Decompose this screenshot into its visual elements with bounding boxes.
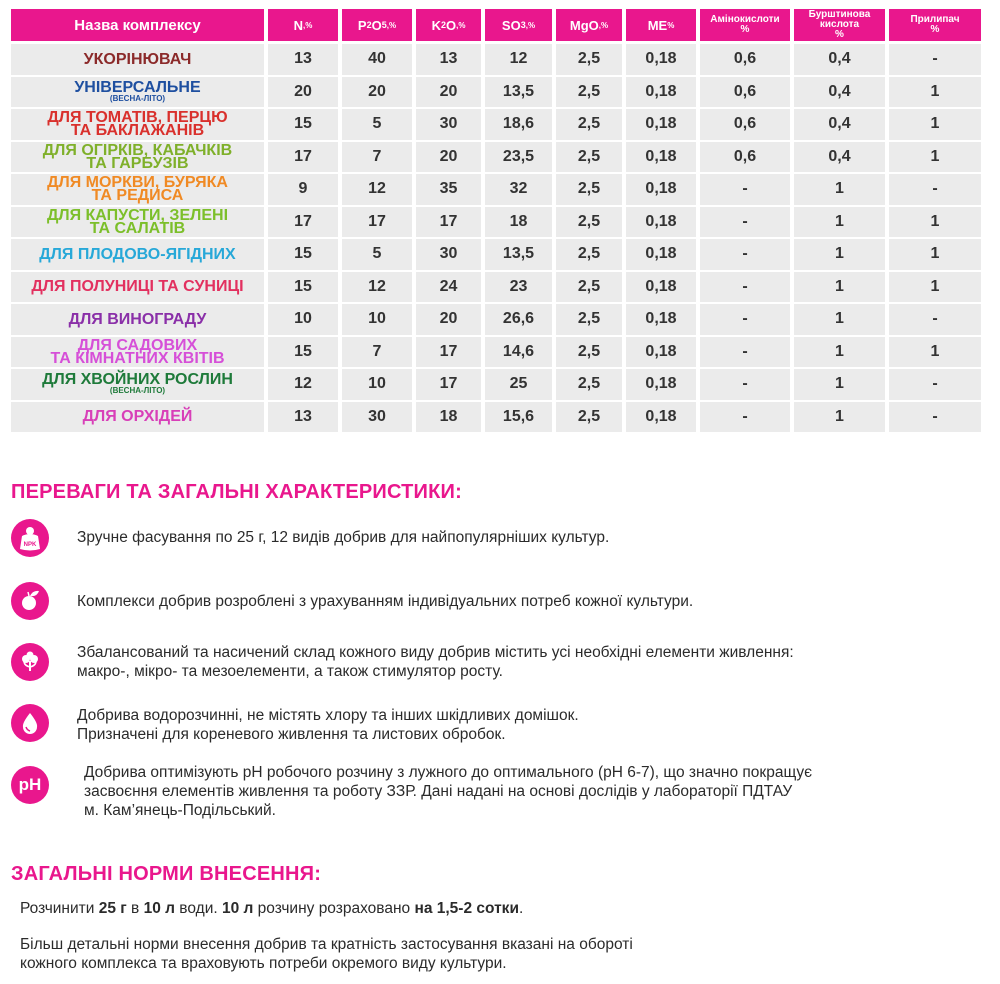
cell-n: 13 (268, 402, 338, 433)
cell-k: 17 (416, 337, 481, 368)
cell-so3: 18 (485, 207, 552, 238)
cell-p: 7 (342, 337, 412, 368)
cell-me: 0,18 (626, 337, 696, 368)
plant-icon (11, 643, 49, 681)
cell-me: 0,18 (626, 272, 696, 303)
cell-amino: - (700, 272, 790, 303)
cell-adh: 1 (889, 207, 981, 238)
cell-n: 12 (268, 369, 338, 400)
cell-amino: - (700, 337, 790, 368)
cell-me: 0,18 (626, 239, 696, 270)
cell-amino: - (700, 239, 790, 270)
complex-name: ДЛЯ МОРКВИ, БУРЯКА ТА РЕДИСА (11, 174, 264, 205)
cell-adh: 1 (889, 142, 981, 173)
table-header (11, 9, 993, 41)
norms-title: ЗАГАЛЬНІ НОРМИ ВНЕСЕННЯ: (11, 863, 322, 885)
cell-adh: - (889, 174, 981, 205)
cell-n: 20 (268, 77, 338, 108)
table-row (11, 337, 993, 368)
cell-mgo: 2,5 (556, 44, 622, 75)
cell-adh: - (889, 402, 981, 433)
cell-amber: 1 (794, 369, 885, 400)
cell-p: 30 (342, 402, 412, 433)
advantage-item (11, 519, 991, 557)
complex-name: ДЛЯ ТОМАТІВ, ПЕРЦЮ ТА БАКЛАЖАНІВ (11, 109, 264, 140)
advantage-item (11, 704, 991, 744)
table-row (11, 369, 993, 400)
cell-so3: 13,5 (485, 239, 552, 270)
header-name: Назва комплексу (11, 9, 264, 41)
complex-name: УНІВЕРСАЛЬНЕ (ВЕСНА-ЛІТО) (11, 77, 264, 108)
cell-n: 17 (268, 207, 338, 238)
cell-mgo: 2,5 (556, 304, 622, 335)
cell-mgo: 2,5 (556, 369, 622, 400)
cell-adh: - (889, 44, 981, 75)
cell-p: 10 (342, 304, 412, 335)
cell-so3: 23,5 (485, 142, 552, 173)
cell-n: 9 (268, 174, 338, 205)
fertilizer-composition-table (11, 9, 993, 434)
advantage-text: Комплекси добрив розроблені з урахуванням індивідуальних потреб кожної культури. (77, 593, 694, 610)
cell-so3: 25 (485, 369, 552, 400)
cell-amber: 0,4 (794, 44, 885, 75)
header-k2o: K 2 O ,% (416, 9, 481, 41)
table-row (11, 402, 993, 433)
complex-name: ДЛЯ ПЛОДОВО-ЯГІДНИХ (11, 239, 264, 270)
cell-mgo: 2,5 (556, 77, 622, 108)
table-row (11, 44, 993, 75)
cell-amber: 1 (794, 239, 885, 270)
cell-amber: 0,4 (794, 77, 885, 108)
cell-adh: - (889, 304, 981, 335)
cell-n: 15 (268, 239, 338, 270)
cell-k: 20 (416, 142, 481, 173)
cell-so3: 12 (485, 44, 552, 75)
cell-p: 12 (342, 272, 412, 303)
cell-amber: 1 (794, 402, 885, 433)
cell-amber: 1 (794, 304, 885, 335)
cell-so3: 14,6 (485, 337, 552, 368)
cell-amino: - (700, 402, 790, 433)
ph-icon: pH (11, 766, 49, 804)
cell-so3: 23 (485, 272, 552, 303)
cell-me: 0,18 (626, 174, 696, 205)
cell-so3: 18,6 (485, 109, 552, 140)
cell-amber: 1 (794, 174, 885, 205)
cell-k: 18 (416, 402, 481, 433)
leaf-fruit-icon (11, 582, 49, 620)
cell-k: 13 (416, 44, 481, 75)
cell-amino: 0,6 (700, 109, 790, 140)
advantage-item (11, 643, 991, 681)
table-row (11, 207, 993, 238)
water-drop-icon (11, 704, 49, 742)
norms-details: Більш детальні норми внесення добрив та кратність застосування вказані на обороті кожного комплекса та враховують потреби окремого виду культури. (20, 936, 633, 972)
cell-k: 35 (416, 174, 481, 205)
cell-mgo: 2,5 (556, 174, 622, 205)
cell-amino: 0,6 (700, 77, 790, 108)
table-row (11, 174, 993, 205)
cell-amber: 0,4 (794, 109, 885, 140)
cell-me: 0,18 (626, 109, 696, 140)
cell-mgo: 2,5 (556, 337, 622, 368)
cell-p: 17 (342, 207, 412, 238)
cell-so3: 26,6 (485, 304, 552, 335)
cell-me: 0,18 (626, 142, 696, 173)
cell-p: 5 (342, 239, 412, 270)
cell-adh: 1 (889, 109, 981, 140)
cell-amber: 1 (794, 272, 885, 303)
cell-k: 17 (416, 207, 481, 238)
header-n: N , % (268, 9, 338, 41)
cell-amino: 0,6 (700, 142, 790, 173)
header-me: МЕ % (626, 9, 696, 41)
cell-mgo: 2,5 (556, 272, 622, 303)
header-so3: SO 3 ,% (485, 9, 552, 41)
cell-mgo: 2,5 (556, 239, 622, 270)
cell-amino: - (700, 304, 790, 335)
header-mgo: MgO ,% (556, 9, 622, 41)
bag-icon (11, 519, 49, 557)
header-amino-acids: Амінокислоти % (700, 9, 790, 41)
cell-adh: 1 (889, 272, 981, 303)
cell-so3: 32 (485, 174, 552, 205)
complex-name: ДЛЯ ОРХІДЕЙ (11, 402, 264, 433)
cell-so3: 15,6 (485, 402, 552, 433)
table-row (11, 304, 993, 335)
header-p2o5: P 2 O 5 ,% (342, 9, 412, 41)
cell-amino: - (700, 174, 790, 205)
cell-me: 0,18 (626, 304, 696, 335)
table-row (11, 109, 993, 140)
cell-n: 15 (268, 337, 338, 368)
header-adhesive: Прилипач % (889, 9, 981, 41)
cell-so3: 13,5 (485, 77, 552, 108)
advantage-text: Добрива оптимізують рН робочого розчину з лужного до оптимального (рН 6-7), що значно покращує засвоєння елементів живлення та роботу ЗЗР. Дані надані на основі дослідів у лабораторії ПДТАУ м. Кам’янець-Подільський. (84, 764, 813, 819)
cell-n: 17 (268, 142, 338, 173)
cell-n: 15 (268, 272, 338, 303)
advantages-title: ПЕРЕВАГИ ТА ЗАГАЛЬНІ ХАРАКТЕРИСТИКИ: (11, 481, 462, 503)
cell-mgo: 2,5 (556, 109, 622, 140)
cell-adh: - (889, 369, 981, 400)
table-row (11, 272, 993, 303)
cell-n: 10 (268, 304, 338, 335)
cell-me: 0,18 (626, 207, 696, 238)
complex-name: ДЛЯ ОГІРКІВ, КАБАЧКІВ ТА ГАРБУЗІВ (11, 142, 264, 173)
norms-dosage: Розчинити 25 г в 10 л води. 10 л розчину розраховано на 1,5-2 сотки. (20, 900, 524, 917)
header-succinic-acid: Бурштинова кислота % (794, 9, 885, 41)
cell-n: 13 (268, 44, 338, 75)
cell-me: 0,18 (626, 44, 696, 75)
cell-amino: - (700, 207, 790, 238)
table-row (11, 77, 993, 108)
cell-k: 24 (416, 272, 481, 303)
complex-name: ДЛЯ ПОЛУНИЦІ ТА СУНИЦІ (11, 272, 264, 303)
cell-amber: 1 (794, 337, 885, 368)
advantage-item (11, 763, 991, 820)
advantage-text: Зручне фасування по 25 г, 12 видів добрив для найпопулярніших культур. (77, 529, 610, 546)
cell-mgo: 2,5 (556, 142, 622, 173)
cell-p: 40 (342, 44, 412, 75)
table-body (11, 44, 993, 432)
cell-me: 0,18 (626, 369, 696, 400)
cell-p: 5 (342, 109, 412, 140)
cell-adh: 1 (889, 77, 981, 108)
table-row (11, 239, 993, 270)
svg-text:NPK: NPK (23, 542, 37, 548)
cell-p: 7 (342, 142, 412, 173)
cell-n: 15 (268, 109, 338, 140)
advantage-text: Добрива водорозчинні, не містять хлору та інших шкідливих домішок. Призначені для кореневого живлення та листових обробок. (77, 707, 579, 743)
complex-name: ДЛЯ САДОВИХ ТА КІМНАТНИХ КВІТІВ (11, 337, 264, 368)
cell-mgo: 2,5 (556, 207, 622, 238)
cell-k: 20 (416, 77, 481, 108)
cell-me: 0,18 (626, 402, 696, 433)
cell-me: 0,18 (626, 77, 696, 108)
cell-amber: 0,4 (794, 142, 885, 173)
cell-amber: 1 (794, 207, 885, 238)
cell-k: 30 (416, 109, 481, 140)
cell-p: 10 (342, 369, 412, 400)
cell-k: 30 (416, 239, 481, 270)
cell-k: 20 (416, 304, 481, 335)
cell-mgo: 2,5 (556, 402, 622, 433)
advantage-text: Збалансований та насичений склад кожного виду добрив містить усі необхідні елементи живлення: макро-, мікро- та мезоелементи, а також стимулятор росту. (77, 644, 794, 680)
table-row (11, 142, 993, 173)
cell-adh: 1 (889, 239, 981, 270)
complex-name: ДЛЯ ХВОЙНИХ РОСЛИН (ВЕСНА-ЛІТО) (11, 369, 264, 400)
cell-adh: 1 (889, 337, 981, 368)
complex-name: ДЛЯ КАПУСТИ, ЗЕЛЕНІ ТА САЛАТІВ (11, 207, 264, 238)
cell-amino: - (700, 369, 790, 400)
cell-p: 20 (342, 77, 412, 108)
cell-k: 17 (416, 369, 481, 400)
complex-name: УКОРІНЮВАЧ (11, 44, 264, 75)
cell-amino: 0,6 (700, 44, 790, 75)
cell-p: 12 (342, 174, 412, 205)
complex-name: ДЛЯ ВИНОГРАДУ (11, 304, 264, 335)
advantage-item (11, 582, 991, 620)
